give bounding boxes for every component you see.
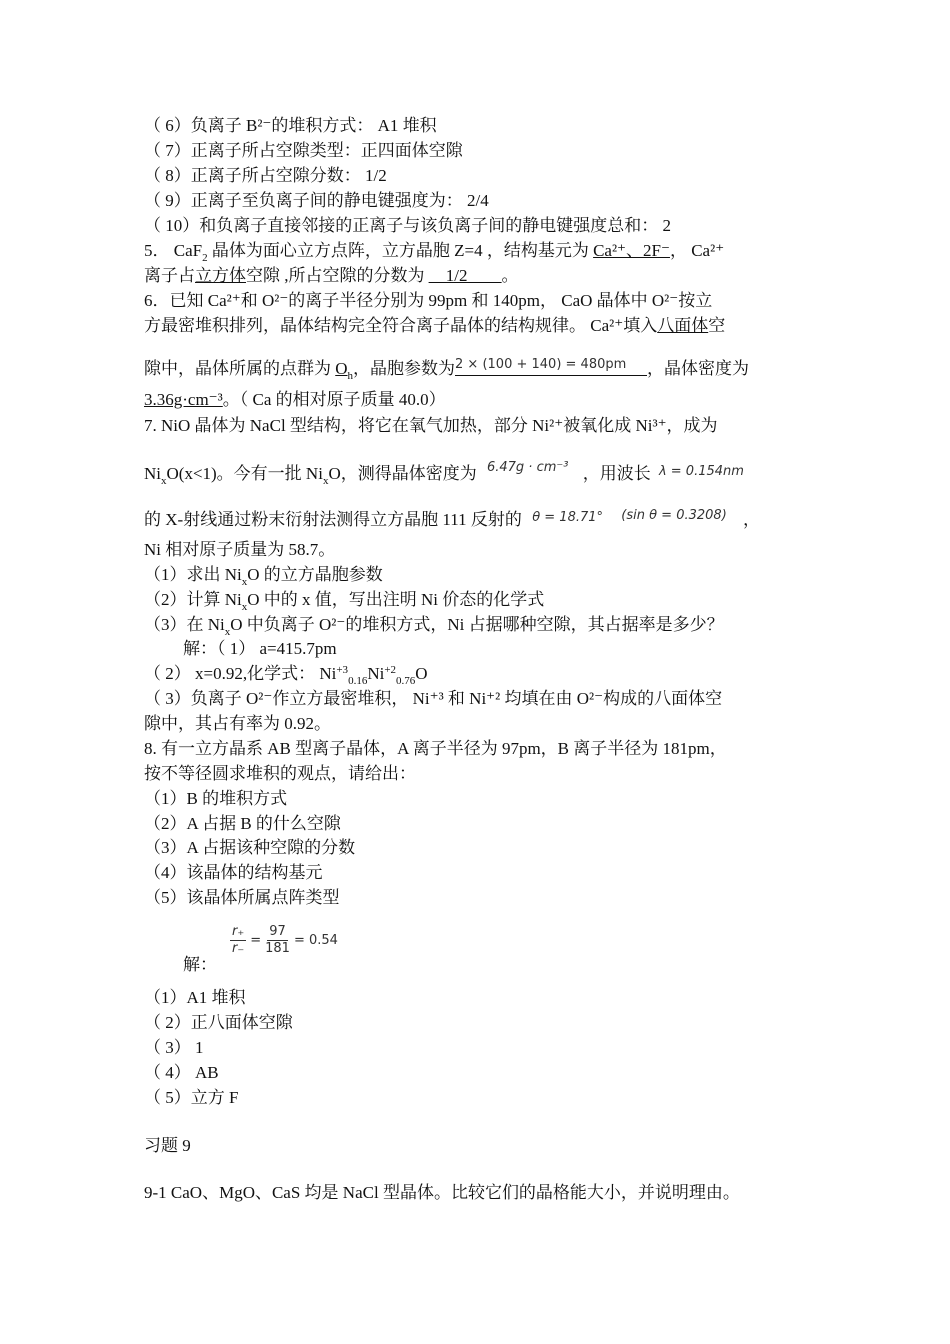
q7-text: O 的立方晶胞参数 [247,565,383,584]
q7-answer-3: （ 3）负离子 O²⁻作立方最密堆积， Ni⁺³ 和 Ni⁺² 均填在由 O²⁻构成的八面体空 [144,689,723,708]
q7-text: （3）在 Ni [144,615,225,634]
q8-answer-4: （ 4） AB [144,1063,219,1082]
density-formula: 6.47g · cm⁻³ [486,460,569,475]
superscript: +3 [336,664,349,676]
subscript: 2 [202,252,208,264]
question-7-part-2 [144,590,545,613]
q5-text: ， Ca²⁺ [669,241,725,260]
q7-answer-2 [144,664,428,687]
q7-text: ， [743,510,761,529]
q7-text: Ni [367,664,385,683]
question-6-line-1: 6．已知 Ca²⁺和 O²⁻的离子半径分别为 99pm 和 140pm， CaO 晶体中 O²⁻按立 [144,291,713,310]
exercise-9-title: 习题 9 [144,1136,191,1155]
q7-text: O(x<1)。今有一批 Ni [166,464,323,483]
q7-text: O 中的 x 值，写出注明 Ni 价态的化学式 [247,590,545,609]
q5-text: 5． CaF [144,241,203,260]
q6-text: 空 [708,316,726,335]
question-8-line-1: 8. 有一立方晶系 AB 型离子晶体，A 离子半径为 97pm，B 离子半径为 181pm， [144,739,727,758]
text-line: （ 9）正离子至负离子间的静电键强度为： 2/4 [144,191,489,210]
q7-text: 的 X-射线通过粉末衍射法测得立方晶胞 111 反射的 [144,510,522,529]
superscript: +2 [384,664,397,676]
q5-answer: 立方体 [195,266,246,285]
subscript: x [161,475,167,487]
question-7-line-1: 7. NiO 晶体为 NaCl 型结构，将它在氧气加热，部分 Ni²⁺被氧化成 Ni³⁺，成为 [144,416,718,435]
text-line: （ 8）正离子所占空隙分数： 1/2 [144,166,387,185]
subscript: 0.16 [348,675,368,687]
question-8-part-1: （1）B 的堆积方式 [144,789,288,808]
formula-result: = 0.54 [293,932,338,948]
q7-text: ，用波长 [582,464,651,483]
q7-text: （1）求出 Ni [144,565,242,584]
theta-formula: θ = 18.71° [532,510,604,525]
q6-text: 。（ Ca 的相对原子质量 40.0） [222,390,446,409]
subscript: x [241,601,248,613]
q6-answer: 3.36g·cm⁻³ [144,390,223,409]
question-7-line-3 [144,506,760,530]
question-6-line-4 [144,390,446,410]
subscript: x [224,626,231,638]
text-line: （ 10）和负离子直接邻接的正离子与该负离子间的静电键强度总和： 2 [144,216,671,235]
q5-text: 。 [501,266,519,285]
question-7-line-2 [144,458,744,487]
text-line: （ 7）正离子所占空隙类型：正四面体空隙 [144,141,463,160]
q7-text: （2）计算 Ni [144,590,242,609]
q7-text: Ni [144,464,161,483]
question-8-part-2: （2）A 占据 B 的什么空隙 [144,814,341,833]
question-6-line-3 [144,355,750,382]
q5-answer: Ca²⁺、2F⁻ [593,241,670,260]
question-8-part-3: （3）A 占据该种空隙的分数 [144,838,356,857]
question-8-part-5: （5）该晶体所属点阵类型 [144,888,340,907]
fraction-numerator: 97 [269,924,286,939]
question-8-part-4: （4）该晶体的结构基元 [144,863,323,882]
question-5-line-2 [144,266,518,286]
question-7-part-1 [144,565,383,588]
question-8-line-2: 按不等径圆求堆积的观点，请给出： [144,764,416,783]
subscript: h [347,370,354,382]
q8-answer-1: （1）A1 堆积 [144,988,246,1007]
subscript: x [241,576,248,588]
q5-text: 离子占 [144,266,195,285]
q7-answer-1: 解：（ 1） a=415.7pm [183,639,337,658]
fraction-denominator: r₋ [232,941,245,956]
q7-text: O 中负离子 O²⁻的堆积方式，Ni 占据哪种空隙，其占据率是多少？ [230,615,724,634]
question-7-part-3 [144,615,724,638]
q6-text: 隙中，晶体所属的点群为 [144,359,336,378]
q5-answer: __1/2____ [428,266,502,285]
question-5-line-1 [144,241,725,264]
fraction-denominator: 181 [265,941,290,956]
q6-answer: 八面体 [657,316,709,335]
q6-text: ，晶体密度为 [647,359,750,378]
q8-answer-3: （ 3） 1 [144,1038,204,1057]
q5-text: 晶体为面心立方点阵，立方晶胞 Z=4 ，结构基元为 [207,241,594,260]
q6-answer: O [335,359,348,378]
exercise-9-1: 9-1 CaO、MgO、CaS 均是 NaCl 型晶体。比较它们的晶格能大小，并说明理由。 [144,1183,740,1202]
q7-text: O，测得晶体密度为 [328,464,477,483]
q7-answer-3-cont: 隙中，其占有率为 0.92。 [144,714,331,733]
fraction [265,924,290,957]
radius-ratio-formula: $\frac{r_+}{r_-}$ = $\frac{97}{181}$ = 0.54 [232,924,338,956]
question-6-line-2 [144,316,725,336]
q6-text: 方最密堆积排列，晶体结构完全符合离子晶体的结构规律。 Ca²⁺填入 [144,316,658,335]
point-group-answer [335,359,354,382]
q7-text: （ 2） x=0.92,化学式： Ni [144,664,337,683]
question-7-line-4: Ni 相对原子质量为 58.7。 [144,540,336,559]
q8-answer-5: （ 5）立方 F [144,1088,239,1107]
q7-text: O [415,664,428,683]
q6-text: ，晶胞参数为 [353,359,456,378]
fraction [230,924,246,957]
q5-text: 空隙 ,所占空隙的分数为 [246,266,429,285]
subscript: x [322,475,329,487]
fraction-numerator: r₊ [232,924,245,939]
solution-label: 解： [183,955,217,974]
wavelength-formula: λ = 0.154nm [658,464,744,479]
sin-theta-formula: (sin θ = 0.3208) [621,508,727,523]
subscript: 0.76 [396,675,416,687]
text-line: （ 6）负离子 B²⁻的堆积方式： A1 堆积 [144,116,437,135]
cell-parameter-formula: 2 × (100 + 140) = 480pm [455,355,647,376]
q8-answer-2: （ 2）正八面体空隙 [144,1013,293,1032]
